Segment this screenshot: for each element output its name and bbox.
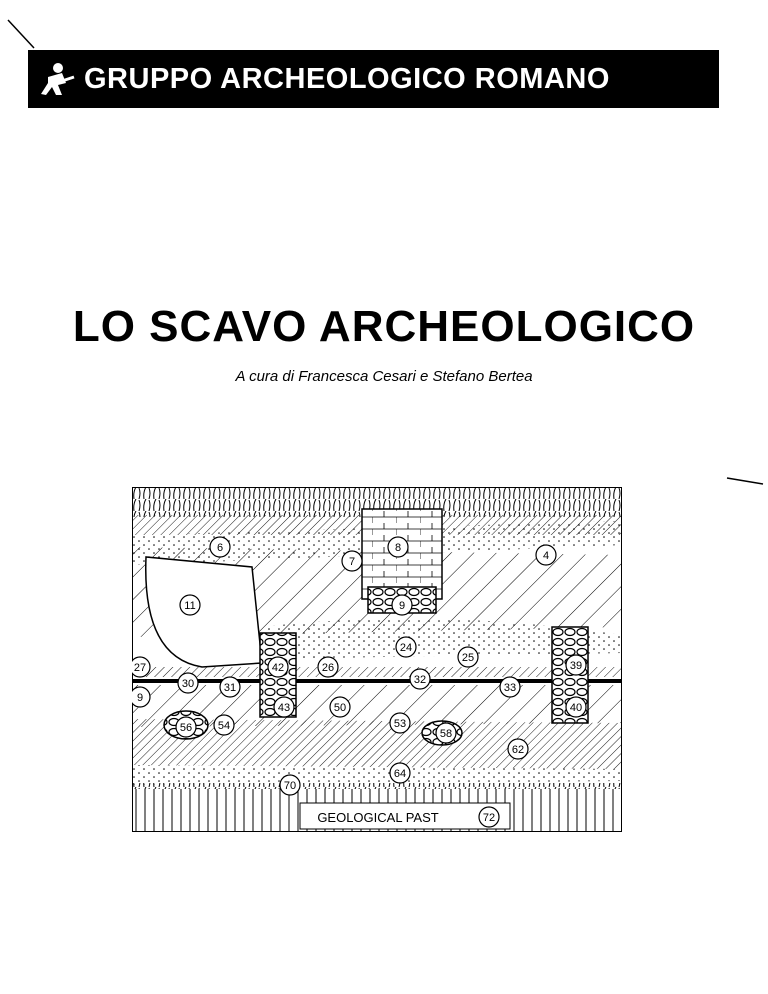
geological-past-label: GEOLOGICAL PAST bbox=[317, 810, 439, 825]
layer-number: 43 bbox=[277, 702, 291, 714]
layer-number: 50 bbox=[333, 702, 347, 714]
layer-number: 40 bbox=[569, 702, 583, 714]
layer-number: 7 bbox=[348, 556, 356, 568]
layer-number: 42 bbox=[271, 662, 285, 674]
layer-number: 54 bbox=[217, 720, 231, 732]
geological-past-number: 72 bbox=[482, 812, 496, 824]
layer-number: 8 bbox=[394, 542, 402, 554]
layer-number: 56 bbox=[179, 722, 193, 734]
layer-number: 4 bbox=[542, 550, 550, 562]
layer-number: 31 bbox=[223, 682, 237, 694]
layer-number: 33 bbox=[503, 682, 517, 694]
layer-number: 64 bbox=[393, 768, 407, 780]
organization-name: GRUPPO ARCHEOLOGICO ROMANO bbox=[84, 62, 610, 95]
stratigraphy-diagram bbox=[132, 487, 622, 832]
layer-number: 26 bbox=[321, 662, 335, 674]
layer-number: 30 bbox=[181, 678, 195, 690]
digger-icon bbox=[28, 50, 84, 108]
layer-number: 9 bbox=[398, 600, 406, 612]
layer-number: 25 bbox=[461, 652, 475, 664]
layer-number: 6 bbox=[216, 542, 224, 554]
layer-number: 11 bbox=[184, 600, 196, 612]
layer-number: 9 bbox=[136, 692, 144, 704]
document-title: LO SCAVO ARCHEOLOGICO bbox=[72, 302, 696, 351]
layer-number: 39 bbox=[569, 660, 583, 672]
document-subtitle: A cura di Francesca Cesari e Stefano Bertea bbox=[235, 368, 533, 385]
scan-mark-right bbox=[725, 472, 765, 492]
layer-number: 32 bbox=[413, 674, 427, 686]
layer-number: 70 bbox=[283, 780, 297, 792]
layer-number: 62 bbox=[511, 744, 525, 756]
layer-number: 24 bbox=[399, 642, 413, 654]
header-banner bbox=[28, 50, 719, 108]
layer-number: 58 bbox=[439, 728, 453, 740]
layer-number: 27 bbox=[133, 662, 147, 674]
layer-number: 53 bbox=[393, 718, 407, 730]
